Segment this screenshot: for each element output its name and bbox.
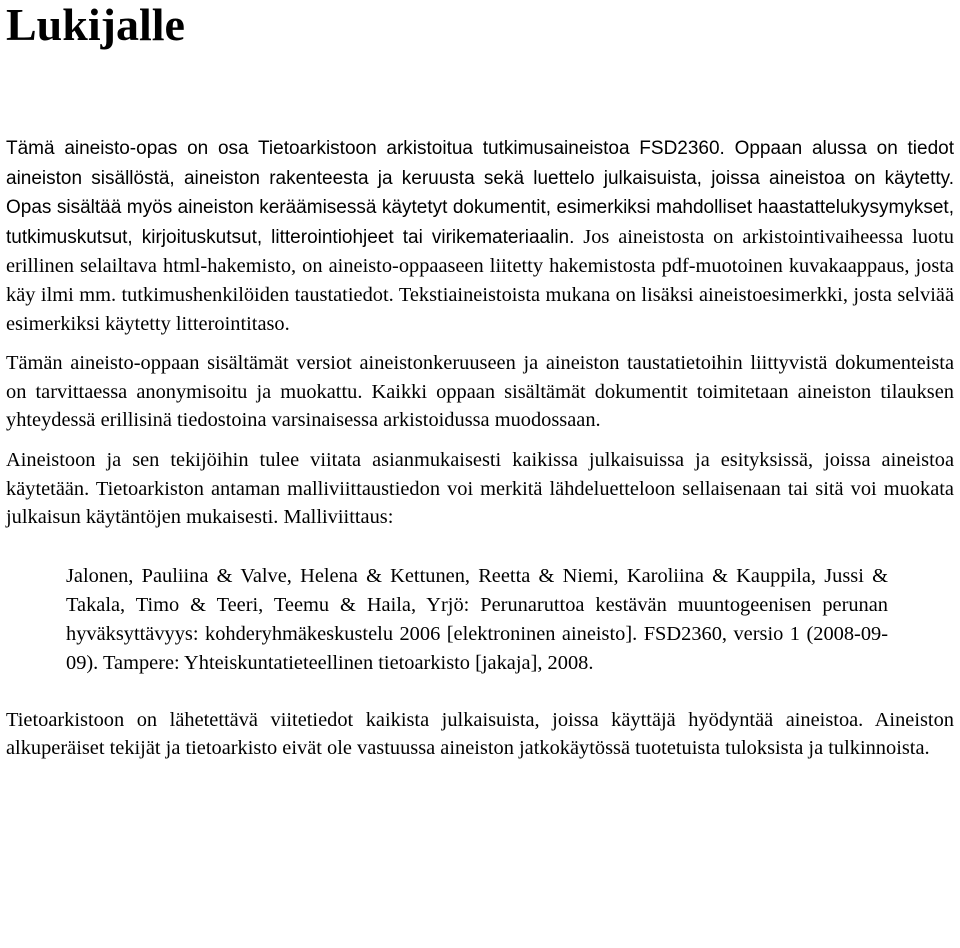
- citation-instructions-paragraph: Aineistoon ja sen tekijöihin tulee viitata asianmukaisesti kaikissa julkaisuissa ja esityksissä, joissa aineistoa käytetään. Tietoarkiston antaman malliviittaustiedon voi merkitä lähdeluetteloon sellaisenaan tai sitä voi muokata julkaisun käytäntöjen mukaisesti. Malliviittaus:: [6, 448, 954, 529]
- versions-paragraph: Tämän aineisto-oppaan sisältämät versiot aineistonkeruuseen ja aineiston taustatietoihin liittyvistä dokumenteista on tarvittaessa anonymisoitu ja muokattu. Kaikki oppaan sisältämät dokumentit toimitetaan aineiston tilauksen yhteydessä erillisinä tiedostoina varsinaisessa arkistoidussa muodossaan.: [6, 352, 954, 432]
- model-citation: Jalonen, Pauliina & Valve, Helena & Kettunen, Reetta & Niemi, Karoliina & Kauppila, Jussi & Takala, Timo & Teeri, Teemu & Haila, Yrjö: Perunaruttoa kestävän muuntogeenisen perunan hyväksyttävyys: kohderyhmäkeskustelu 2006 [elektroninen aineisto]. FSD2360, versio 1 (2008-09-09). Tampere: Yhteiskuntatieteellinen tietoarkisto [jakaja], 2008.: [66, 564, 888, 674]
- closing-paragraph: Tietoarkistoon on lähetettävä viitetiedot kaikista julkaisuista, joissa käyttäjä hyödyntää aineistoa. Aineiston alkuperäiset tekijät ja tietoarkisto eivät ole vastuussa aineiston jatkokäytössä tuotetuista tuloksista ja tulkinnoista.: [6, 708, 954, 760]
- page-title: Lukijalle: [6, 0, 185, 50]
- intro-paragraph: [6, 134, 954, 338]
- intro-sans-text: Tämä aineisto-opas on osa Tietoarkistoon arkistoitua tutkimusaineistoa FSD2360. Oppaan alussa on tiedot aineiston sisällöstä, aineiston rakenteesta ja keruusta sekä luettelo julkaisuista, joissa aineistoa on käytetty. Opas sisältää myös aineiston keräämisessä käytetyt dokumentit, esimerkiksi mahdolliset haastattelukysymykset, tutkimuskutsut, kirjoituskutsut, litterointiohjeet tai virikemateriaalin.: [6, 138, 954, 248]
- intro-serif-text: Jos aineistosta on arkistointivaiheessa luotu erillinen selailtava html-hakemisto, on aineisto-oppaaseen liitetty hakemistosta pdf-muotoinen kuvakaappaus, josta käy ilmi mm. tutkimushenkilöiden taustatiedot. Tekstiaineistoista mukana on lisäksi aineistoesimerkki, josta selviää esimerkiksi käytetty litterointitaso.: [6, 225, 954, 335]
